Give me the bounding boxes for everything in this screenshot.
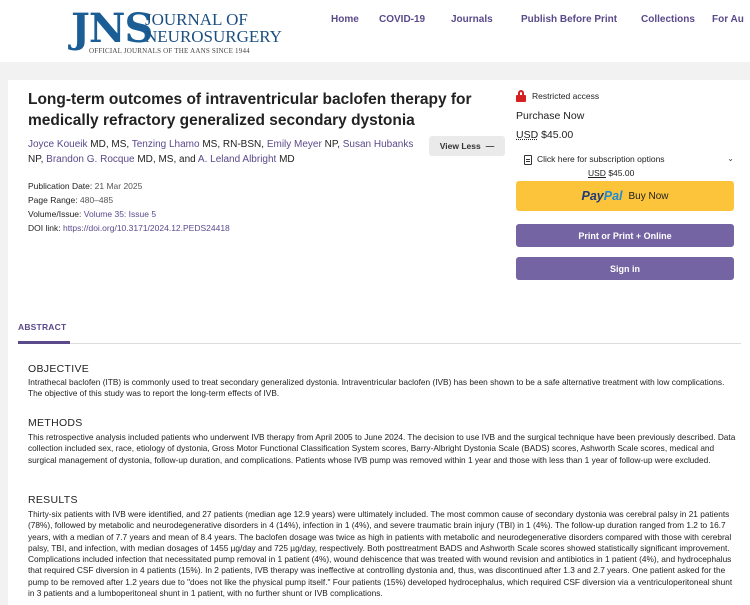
logo-line-2: NEUROSURGERY [145,27,282,46]
sign-in-button[interactable]: Sign in [516,257,734,280]
meta-value: 21 Mar 2025 [94,181,143,191]
currency-label: USD [588,168,606,178]
currency-label: USD [516,129,539,141]
logo-mark: JNS [71,5,153,52]
page-range [28,194,328,206]
author-credentials: MS, RN-BSN, [199,139,267,150]
logo-line-1: JOURNAL OF [145,10,248,29]
buy-now-label: Buy Now [628,190,669,202]
nav-covid-19[interactable]: COVID-19 [379,14,426,25]
author-link[interactable]: Susan Hubanks [342,139,414,150]
site-header [0,0,750,62]
volume-issue-link[interactable]: Volume 35: Issue 5 [83,209,157,219]
article-title: Long-term outcomes of intraventricular baclofen therapy for medically refractory generalized secondary dystonia [28,91,472,129]
tab-divider [18,343,741,344]
section-heading-methods: METHODS [28,417,83,429]
subscription-price [588,168,634,178]
collapse-icon: — [485,141,495,151]
main-nav [0,14,750,28]
meta-label: Publication Date: [28,181,93,191]
meta-label: DOI link: [28,223,61,233]
author-list [28,137,428,167]
objective-text: Intrathecal baclofen (ITB) is commonly used to treat secondary generalized dystonia. Intraventricular baclofen (IVB) has been shown to be a safe alternative treatment with low complications. The objective of this study was to report the long-term effects of IVB. [28,377,725,399]
view-less-button[interactable] [429,136,505,156]
price-value: $45.00 [608,168,635,178]
nav-journals[interactable]: Journals [451,14,493,25]
meta-value: 480–485 [80,195,114,205]
paypal-logo: PayPal [581,189,623,203]
document-icon [524,155,532,165]
restricted-label: Restricted access [532,91,600,101]
doi [28,222,328,234]
purchase-price [516,129,573,141]
author-link[interactable]: A. Leland Albright [197,154,277,165]
author-link[interactable]: Emily Meyer [266,139,322,150]
doi-link[interactable]: https://doi.org/10.3171/2024.12.PEDS24418 [62,223,230,233]
nav-for-authors[interactable]: For Au [712,14,744,25]
section-heading-objective: OBJECTIVE [28,363,90,375]
meta-label: Page Range: [28,195,78,205]
author-link[interactable]: Joyce Koueik [28,139,88,150]
section-heading-results: RESULTS [28,494,78,506]
view-less-label: View Less [439,141,481,151]
author-link[interactable]: Brandon G. Rocque [46,154,135,165]
lock-icon [516,90,526,102]
publication-date [28,180,328,192]
paypal-buy-now-button[interactable] [516,181,734,211]
results-text: Thirty-six patients with IVB were identified, and 27 patients (median age 12.9 years) were ultimately included. The most common cause of secondary dystonia was cerebral palsy in 21 patients (78%), followed by metabolic and neurodegenerative disorders in 4 (14%), infection in 1 (4%), and severe traumatic brain injury (TBI) in 1 (4%). The follow-up duration ranged from 1.2 to 16.7 years, with a median of 7.7 years and mean of 8.4 years. The baclofen dosage was twice as high in patients with metabolic and neurodegenerative disorders compared with those with cerebral palsy, TBI, and infection, with median dosages of 1455 µg/day and 725 µg/day, respectively. Both posttreatment BADS and Ashworth Scale scores showed statistically significant improvement. Complications included infection that necessitated pump removal in 1 patient (4%), wound dehiscence that was treated with wound revision and antibiotics in 1 patient (4%), and hydrocephalus that required CSF diversion in 4 patients (15%). In 2 patients, IVB therapy was ineffective at controlling dystonia and, thus, was discontinued after 1.3 and 2.7 years. One patient asked for the pump to be removed after 1.2 years due to "does not like the physical pump itself." Four patients (15%) developed hydrocephalus, which required CSF diversion via a ventriculoperitoneal shunt in 3 patients and a lumboperitoneal shunt in 1 patient, with no further shunt or IVB complications. [28,509,733,599]
nav-publish-before-print[interactable]: Publish Before Print [521,14,618,25]
author-credentials: MD, MS, and [134,154,198,165]
methods-text: This retrospective analysis included patients who underwent IVB therapy from April 2005 to June 2024. The decision to use IVB and the surgical technique have been previously described. Data collection included sex, race, etiology of dystonia, Gross Motor Functional Classification System scores, Barry-Albright Dystonia Scale (BADS) scores, Ashworth Scale scores, medical and surgical management of dystonia, follow-up duration, and complications. Patients whose IVB pump was removed within 1 year and those with less than 1 year of follow-up were excluded. [28,432,736,465]
nav-collections[interactable]: Collections [641,14,695,25]
chevron-down-icon: ⌄ [727,154,734,163]
tab-abstract[interactable]: ABSTRACT [18,322,67,332]
active-tab-indicator [18,341,70,344]
author-credentials: NP, [28,154,47,165]
purchase-heading: Purchase Now [516,110,585,122]
price-value: $45.00 [541,129,574,141]
volume-issue [28,208,328,220]
subscription-label: Click here for subscription options [537,154,665,164]
meta-label: Volume/Issue: [28,209,82,219]
nav-home[interactable]: Home [331,14,359,25]
restricted-access [516,90,599,102]
logo-tagline: OFFICIAL JOURNALS OF THE AANS SINCE 1944 [89,47,250,55]
author-credentials: MD, MS, [87,139,132,150]
author-link[interactable]: Tenzing Lhamo [131,139,200,150]
author-credentials: NP, [321,139,343,150]
article-panel [8,80,750,605]
print-online-button[interactable]: Print or Print + Online [516,224,734,247]
author-credentials: MD [276,154,295,165]
